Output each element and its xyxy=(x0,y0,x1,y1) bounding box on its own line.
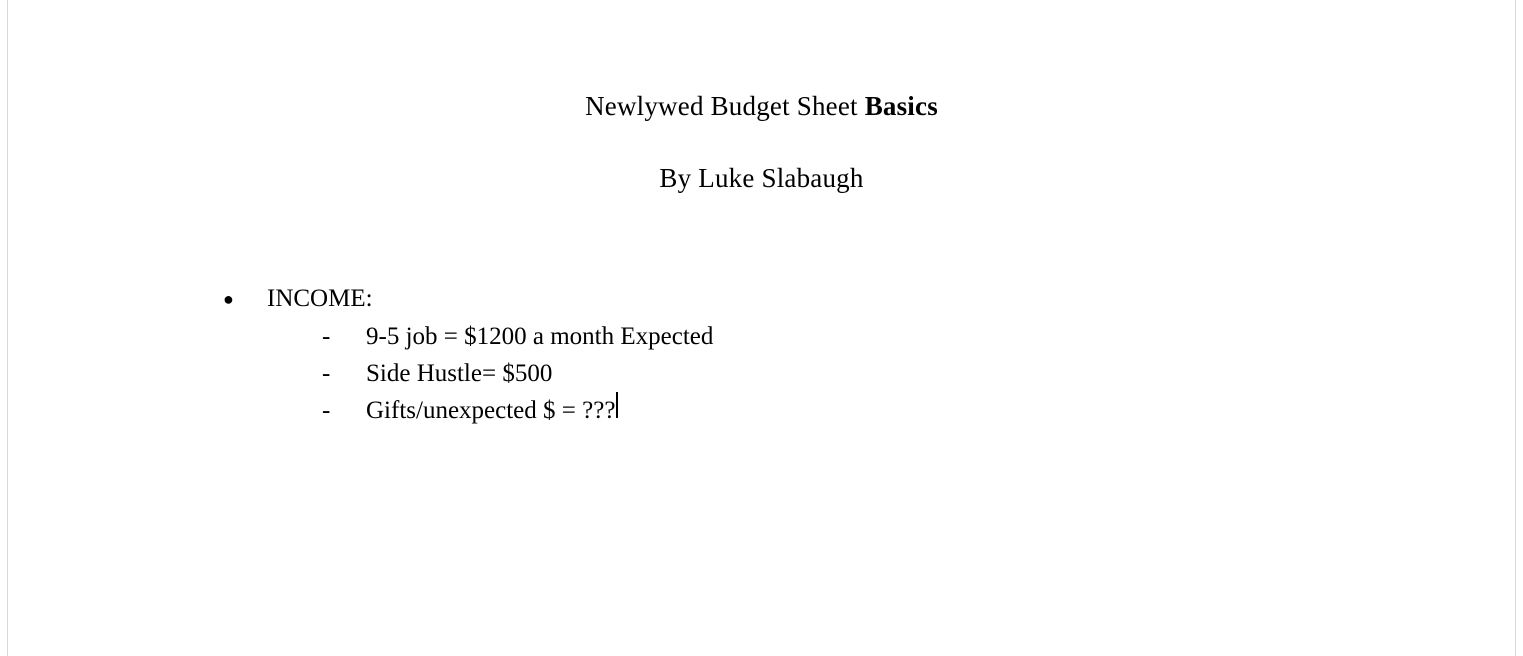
bullet-dot-icon: ● xyxy=(223,289,234,309)
document-body[interactable] xyxy=(223,281,1323,429)
text-cursor xyxy=(616,392,618,418)
list-item xyxy=(322,318,1323,355)
document-page[interactable] xyxy=(8,0,1515,656)
income-heading: INCOME: xyxy=(267,285,373,312)
document-byline: By Luke Slabaugh xyxy=(659,163,864,193)
income-item-gifts: Gifts/unexpected $ = ??? xyxy=(366,397,616,424)
list-item xyxy=(223,281,1323,317)
dash-marker-icon: - xyxy=(322,397,331,424)
document-title-prefix: Newlywed Budget Sheet xyxy=(585,91,865,121)
dash-marker-icon: - xyxy=(322,360,331,387)
income-item-job: 9-5 job = $1200 a month Expected xyxy=(366,323,714,350)
page-left-margin xyxy=(0,0,8,656)
dash-marker-icon: - xyxy=(322,323,331,350)
income-item-side-hustle: Side Hustle= $500 xyxy=(366,360,553,387)
document-title xyxy=(8,88,1515,124)
list-item xyxy=(322,355,1323,392)
list-item xyxy=(322,392,1323,429)
document-title-emphasis: Basics xyxy=(864,91,938,121)
income-sublist xyxy=(223,318,1323,429)
page-right-margin xyxy=(1515,0,1523,656)
